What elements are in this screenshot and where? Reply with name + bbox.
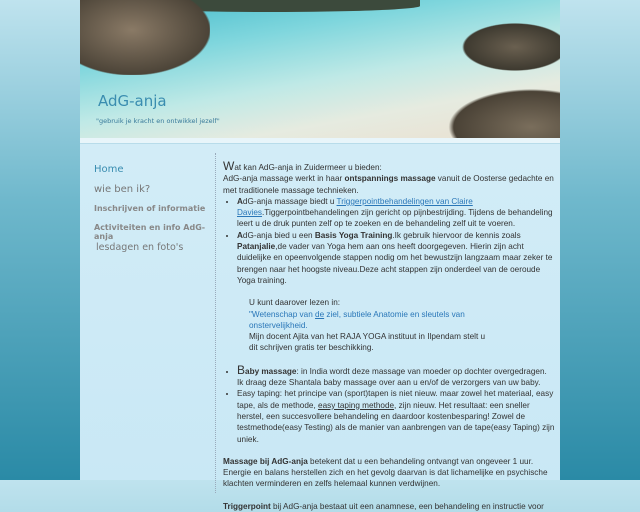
list-item: • AdG-anja bied u een Basis Yoga Training.Ik gebruik hiervoor de kennis zoals Patanjalie,de vader van Yoga hem aan ons heeft doorgegeven. Hierin zijn acht duidelijke en opeenvolgende stappen nodig om het bewustzijn langzaam maar zeker te brengen naar het hoogste niveau.Deze acht stappen zijn onderdeel van de oeroude Yoga training.: [237, 230, 555, 286]
reading-note: U kunt daarover lezen in: "Wetenschap van de ziel, subtiele Anatomie en sleutels van onstervelijkheid. Mijn docent Ajita van het RAJA YOGA instituut in Ilpendam stelt u dit schrijven gratis ter beschikking.: [249, 297, 489, 353]
triggerpoint-link[interactable]: Triggerpointbehandelingen van Claire Davies: [237, 196, 473, 218]
sidebar-nav: [94, 164, 216, 253]
intro-text: AdG-anja massage werkt in haar ontspannings massage vanuit de Oosterse gedachte en met traditionele massage technieken.: [223, 174, 554, 195]
header-divider: [80, 138, 560, 144]
banner-rock: [440, 85, 560, 138]
nav-wie-ben-ik[interactable]: wie ben ik?: [94, 184, 151, 195]
site-logo[interactable]: AdG-anja: [98, 92, 167, 110]
triggerpoint-paragraph: Triggerpoint bij AdG-anja bestaat uit een anamnese, een behandeling en instructie voor: [223, 501, 544, 511]
services-list: [235, 196, 555, 286]
list-item: • AdG-anja massage biedt u Triggerpointbehandelingen van Claire Davies.Tiggerpointbehandelingen zijn gericht op pijnbestrijding. Tijdens de behandeling leert u de druk punten zelf op te zoeken en de behandeling zelf uit te voeren.: [237, 196, 555, 230]
nav-home[interactable]: Home: [94, 164, 124, 175]
banner-rock: [460, 22, 560, 72]
book-link[interactable]: "Wetenschap van de ziel, subtiele Anatomie en sleutels van onstervelijkheid.: [249, 309, 465, 330]
content-heading: Wat kan AdG-anja in Zuidermeer u bieden:: [223, 159, 382, 173]
site-slogan: "gebruik je kracht en ontwikkel jezelf": [96, 117, 220, 125]
services-list-2: [235, 362, 555, 445]
list-item: • Baby massage: in India wordt deze massage van moeder op dochter overgedragen. Ik draag deze Shantala baby massage over aan u en/of de verzorgers van uw baby.: [237, 365, 555, 389]
nav-activiteiten[interactable]: Activiteiten en info AdG-anja: [94, 223, 206, 241]
easy-taping-link[interactable]: easy taping methode: [318, 400, 395, 410]
main-content: [215, 153, 555, 511]
banner-rock: [80, 0, 210, 75]
nav-inschrijven[interactable]: Inschrijven of informatie: [94, 204, 206, 213]
list-item: • Easy taping: het principe van (sport)tapen is niet nieuw. maar zowel het materiaal, easy tape, als de methode, easy taping methode, zijn nieuw. Het resultaat: een sneller herstel, een succesvollere behandeling en daardoor kostenbesparing! Zowel de testmethode(easy Testing) als de manier van aanbrengen van de tape(easy Taping) zijn uniek.: [237, 388, 555, 444]
header-banner: [80, 0, 560, 138]
massage-paragraph: Massage bij AdG-anja betekent dat u een behandeling ontvangt van ongeveer 1 uur. Energie en balans herstellen zich en het gevolg daarvan is dat lichamelijke en psychische klachten verminderen en zelfs helemaal kunnen verdwijnen.: [223, 456, 548, 489]
nav-lesdagen[interactable]: lesdagen en foto's: [96, 242, 184, 253]
page: [80, 0, 560, 511]
